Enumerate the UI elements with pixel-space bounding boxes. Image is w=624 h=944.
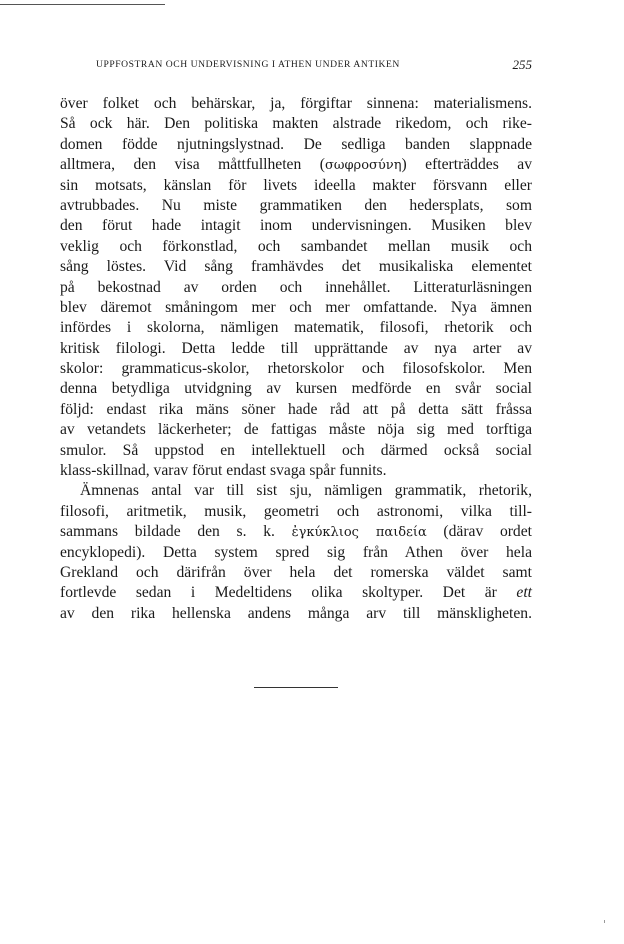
body-text [60,94,532,624]
text-line: av den rika hellenska andens många arv till mänskligheten. [60,604,532,622]
text-line: över folket och behärskar, ja, förgiftar sinnena: materialismens. [60,95,532,112]
paragraph-1 [60,94,532,481]
italic-word: ett [516,584,532,602]
text-line: Ämnenas antal var till sist sju, nämligen grammatik, rhetorik, [80,482,532,500]
text-line: avtrubbades. Nu miste grammatiken den hedersplats, som [60,196,532,214]
text-segment: sammans bildade den s. k. [60,523,292,541]
text-line: Så ock här. Den politiska makten alstrade rikedom, och rike- [60,115,532,133]
text-line: av vetandets läckerheter; de fattigas måste nöja sig med torftiga [60,421,532,439]
page-header [96,57,532,73]
scan-edge-rule [0,4,165,5]
text-line: följd: endast rika mäns söner hade råd att på detta sätt fråssa [60,400,532,418]
text-segment: (därav ordet [426,523,532,541]
text-line: sång löstes. Vid sång framhävdes det musikaliska elementet [60,258,532,276]
text-line: på bekostnad av orden och innehållet. Litteraturläsningen [60,278,532,296]
section-end-rule [254,687,338,688]
text-line: infördes i skolorna, nämligen matematik, filosofi, rhetorik och [60,319,532,337]
text-segment: alltmera, den visa måttfullheten ( [60,156,325,174]
paragraph-2 [60,481,532,624]
greek-word: σωφροσύνη [324,158,402,174]
page-number: 255 [512,57,532,72]
running-title: UPPFOSTRAN OCH UNDERVISNING I ATHEN UNDER ANTIKEN [96,59,400,70]
text-line: den förut hade intagit inom undervisningen. Musiken blev [60,217,532,235]
text-segment: ) efterträddes av [401,156,532,174]
text-line: veklig och förkonstlad, och sambandet mellan musik och [60,237,532,255]
text-line: blev däremot småningom mer och mer omfattande. Nya ämnen [60,298,532,316]
text-line [60,155,532,175]
text-line: smulor. Så uppstod en intellektuell och därmed också social [60,441,532,459]
text-line [60,522,532,542]
text-line: klass-skillnad, varav förut endast svaga spår funnits. [60,462,387,480]
greek-phrase: ἐγκύκλιος παιδεία [291,525,427,541]
text-line [60,583,532,603]
scan-speck [604,920,605,923]
text-line: denna betydliga utvidgning av kursen medförde en svår social [60,380,532,398]
text-line: domen födde njutningslystnad. De sedliga banden slappnade [60,135,532,153]
text-line: kritisk filologi. Detta ledde till upprättande av nya arter av [60,339,532,357]
text-line: Grekland och därifrån över hela det romerska väldet samt [60,563,532,581]
text-line: filosofi, aritmetik, musik, geometri och astronomi, vilka till- [60,502,532,520]
text-line: encyklopedi). Detta system spred sig från Athen över hela [60,543,532,561]
text-line: skolor: grammaticus-skolor, rhetorskolor och filosofskolor. Men [60,360,532,378]
text-segment: fortlevde sedan i Medeltidens olika skoltyper. Det är [60,584,497,602]
text-line: sin motsats, känslan för livets ideella makter försvann eller [60,176,532,194]
